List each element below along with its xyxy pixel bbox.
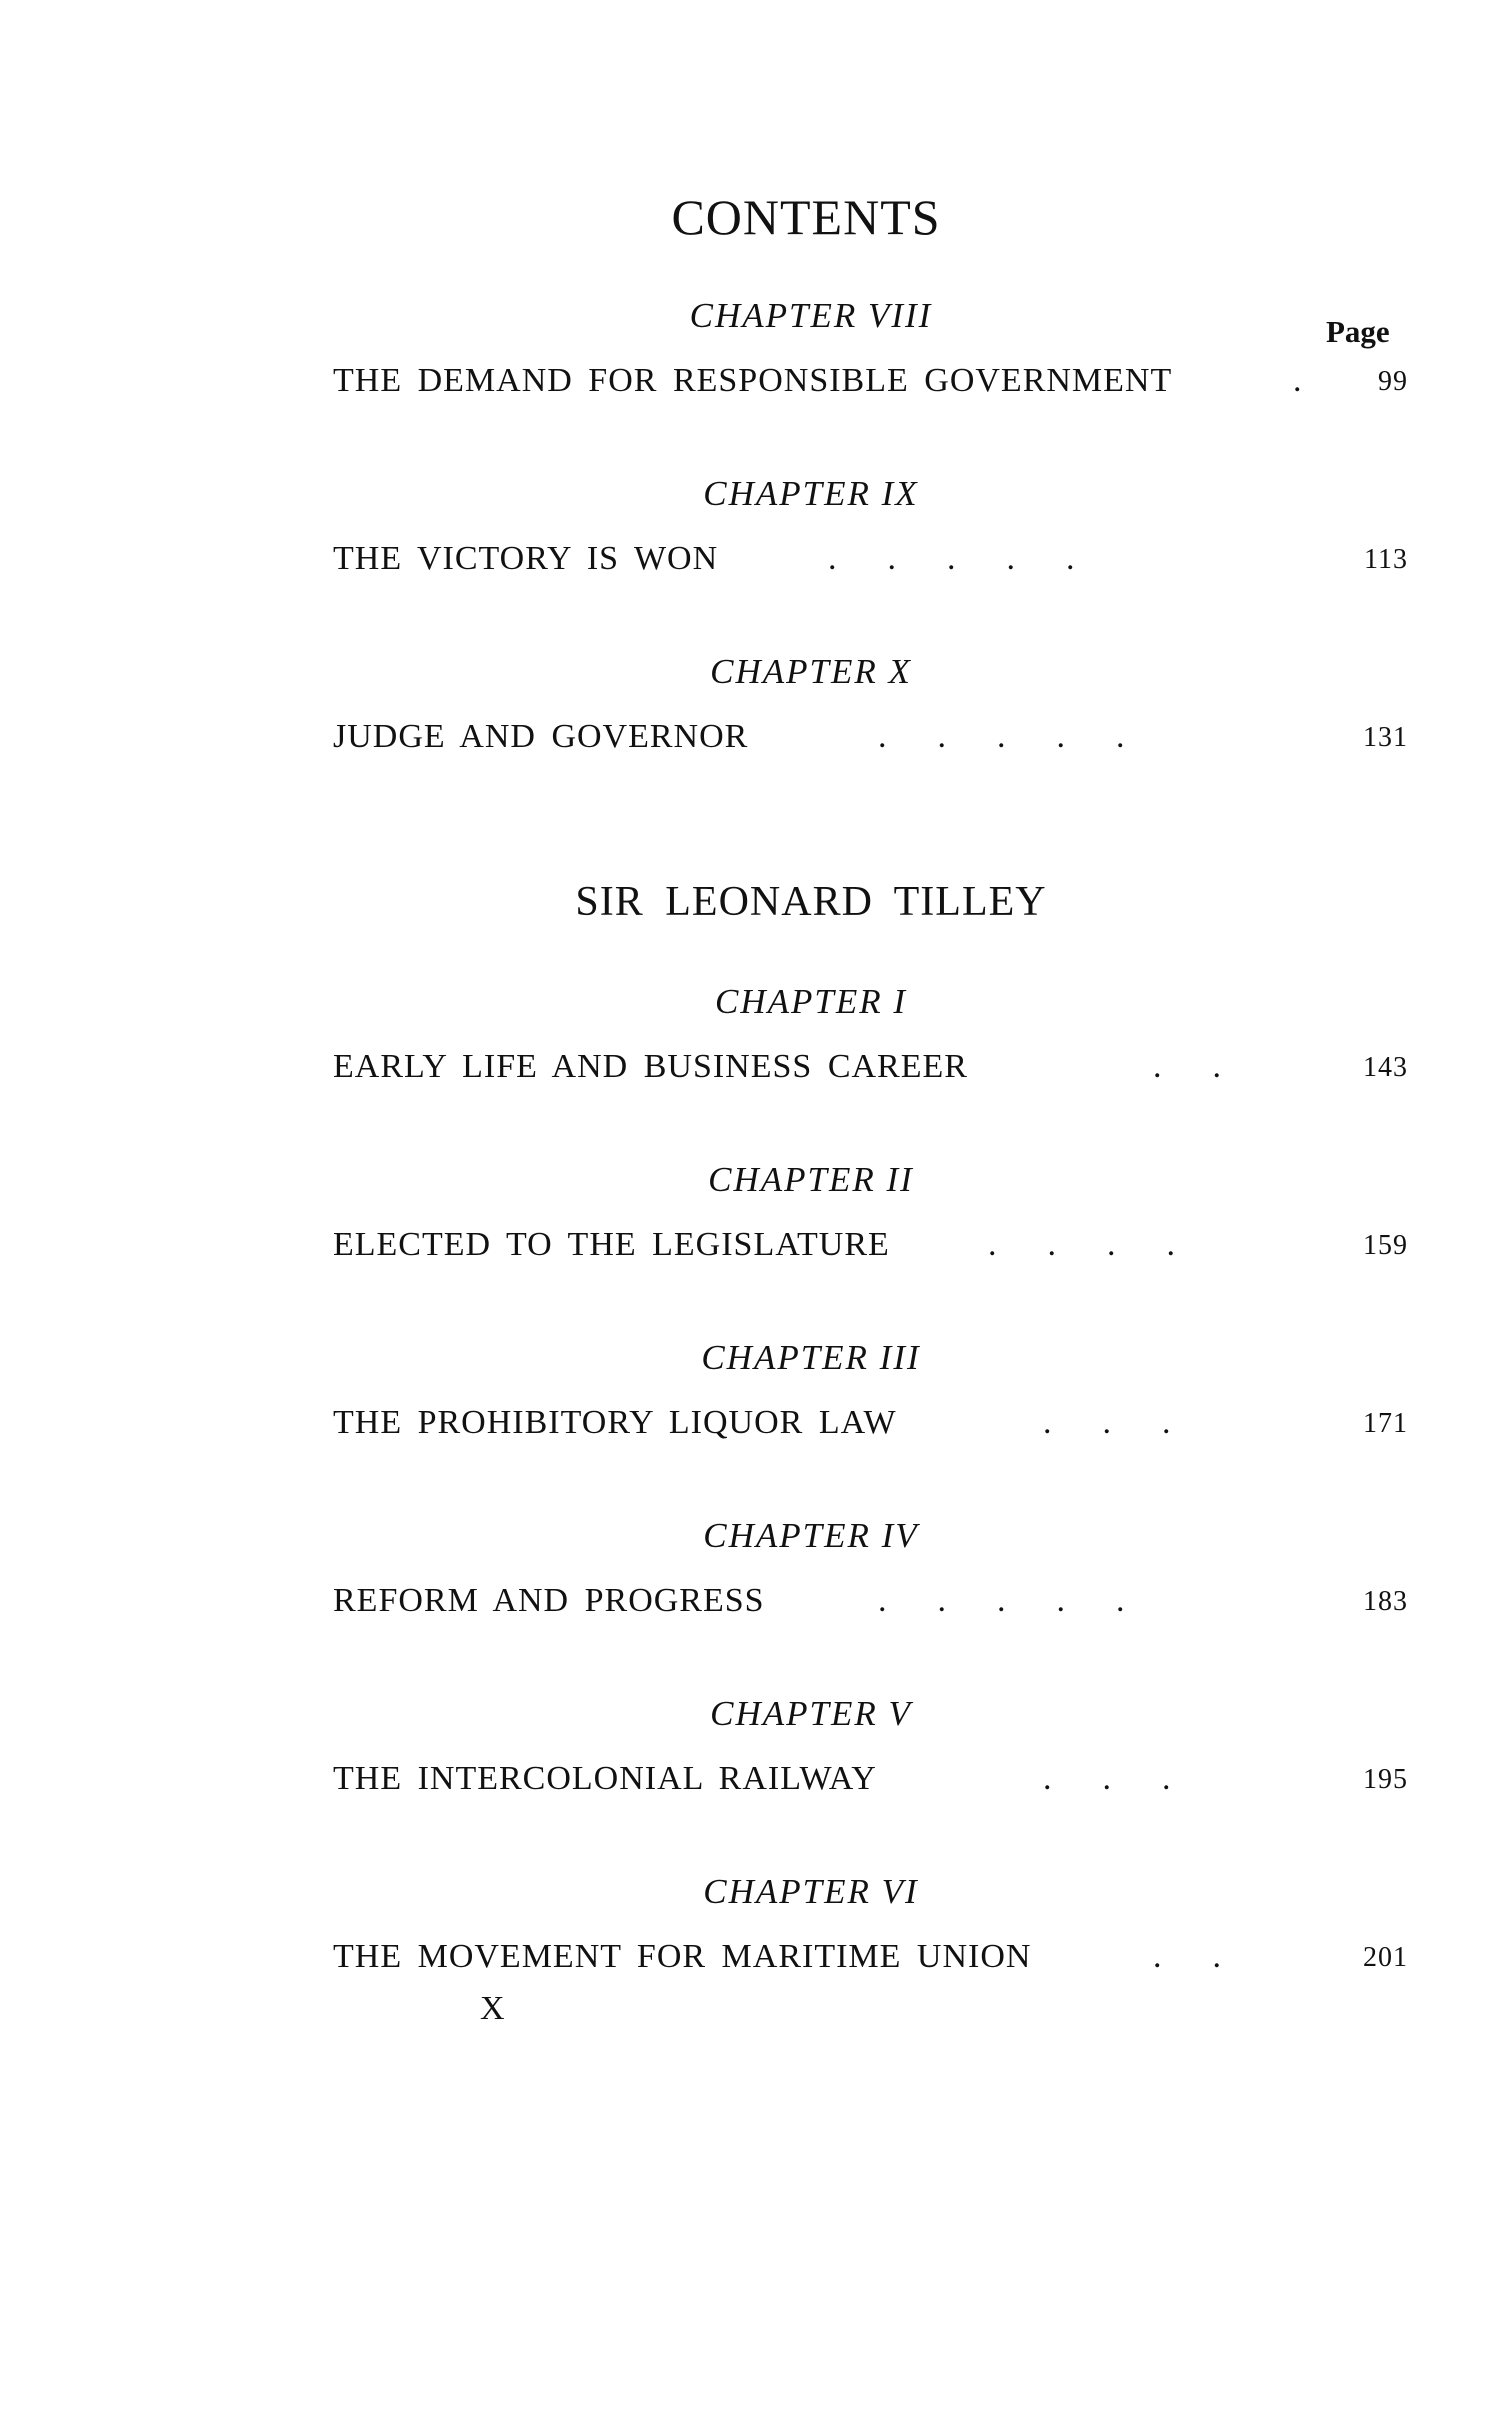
contents-heading: CONTENTS [671,189,941,245]
dot-leader: . . . . . [878,1582,1125,1619]
dot-leader: . . . . . [878,718,1125,755]
toc-entry [333,1582,1408,1626]
chapter-label: CHAPTER VI [703,1872,919,1911]
entry-title: REFORM AND PROGRESS [333,1582,765,1619]
entry-page-number: 113 [1364,544,1408,575]
entry-page-number: 99 [1378,366,1408,397]
chapter-label: CHAPTER IV [703,1516,919,1555]
chapter-label: CHAPTER III [701,1338,921,1377]
entry-page-number: 195 [1363,1764,1408,1795]
dot-leader: . . . [1043,1404,1171,1441]
entry-title: ELECTED TO THE LEGISLATURE [333,1226,890,1263]
toc-entry [333,1404,1408,1448]
entry-title: THE VICTORY IS WON [333,540,719,577]
entry-title: THE MOVEMENT FOR MARITIME UNION [333,1938,1032,1975]
dot-leader: . [1293,362,1302,399]
entry-title: THE INTERCOLONIAL RAILWAY [333,1760,877,1797]
entry-page-number: 159 [1363,1230,1408,1261]
toc-entry [333,540,1408,584]
chapter-label: CHAPTER IX [703,474,919,513]
section-heading: SIR LEONARD TILLEY [575,879,1047,925]
entry-page-number: 143 [1363,1052,1408,1083]
dot-leader: . . . [1043,1760,1171,1797]
entry-title: THE DEMAND FOR RESPONSIBLE GOVERNMENT [333,362,1173,399]
dot-leader: . . . . [988,1226,1175,1263]
entry-title: THE PROHIBITORY LIQUOR LAW [333,1404,897,1441]
entry-page-number: 183 [1363,1586,1408,1617]
dot-leader: . . . . . [828,540,1075,577]
entry-title: EARLY LIFE AND BUSINESS CAREER [333,1048,968,1085]
chapter-label: CHAPTER V [710,1694,912,1733]
chapter-label: CHAPTER I [714,982,907,1021]
toc-entry [333,1048,1408,1092]
toc-entry [333,1760,1408,1804]
toc-entry [333,1226,1408,1270]
folio-page-number: X [480,1990,505,2027]
entry-page-number: 201 [1363,1942,1408,1973]
dot-leader: . . [1153,1938,1221,1975]
entry-page-number: 171 [1363,1408,1408,1439]
toc-entry [333,718,1408,762]
dot-leader: . . [1153,1048,1221,1085]
entry-title: JUDGE AND GOVERNOR [333,718,749,755]
toc-entry [333,1938,1408,1982]
chapter-label: CHAPTER VIII [689,296,933,335]
toc-entry [333,362,1408,406]
chapter-label: CHAPTER II [708,1160,914,1199]
entry-page-number: 131 [1363,722,1408,753]
chapter-label: CHAPTER X [710,652,912,691]
page-column-label: Page [1326,314,1390,349]
